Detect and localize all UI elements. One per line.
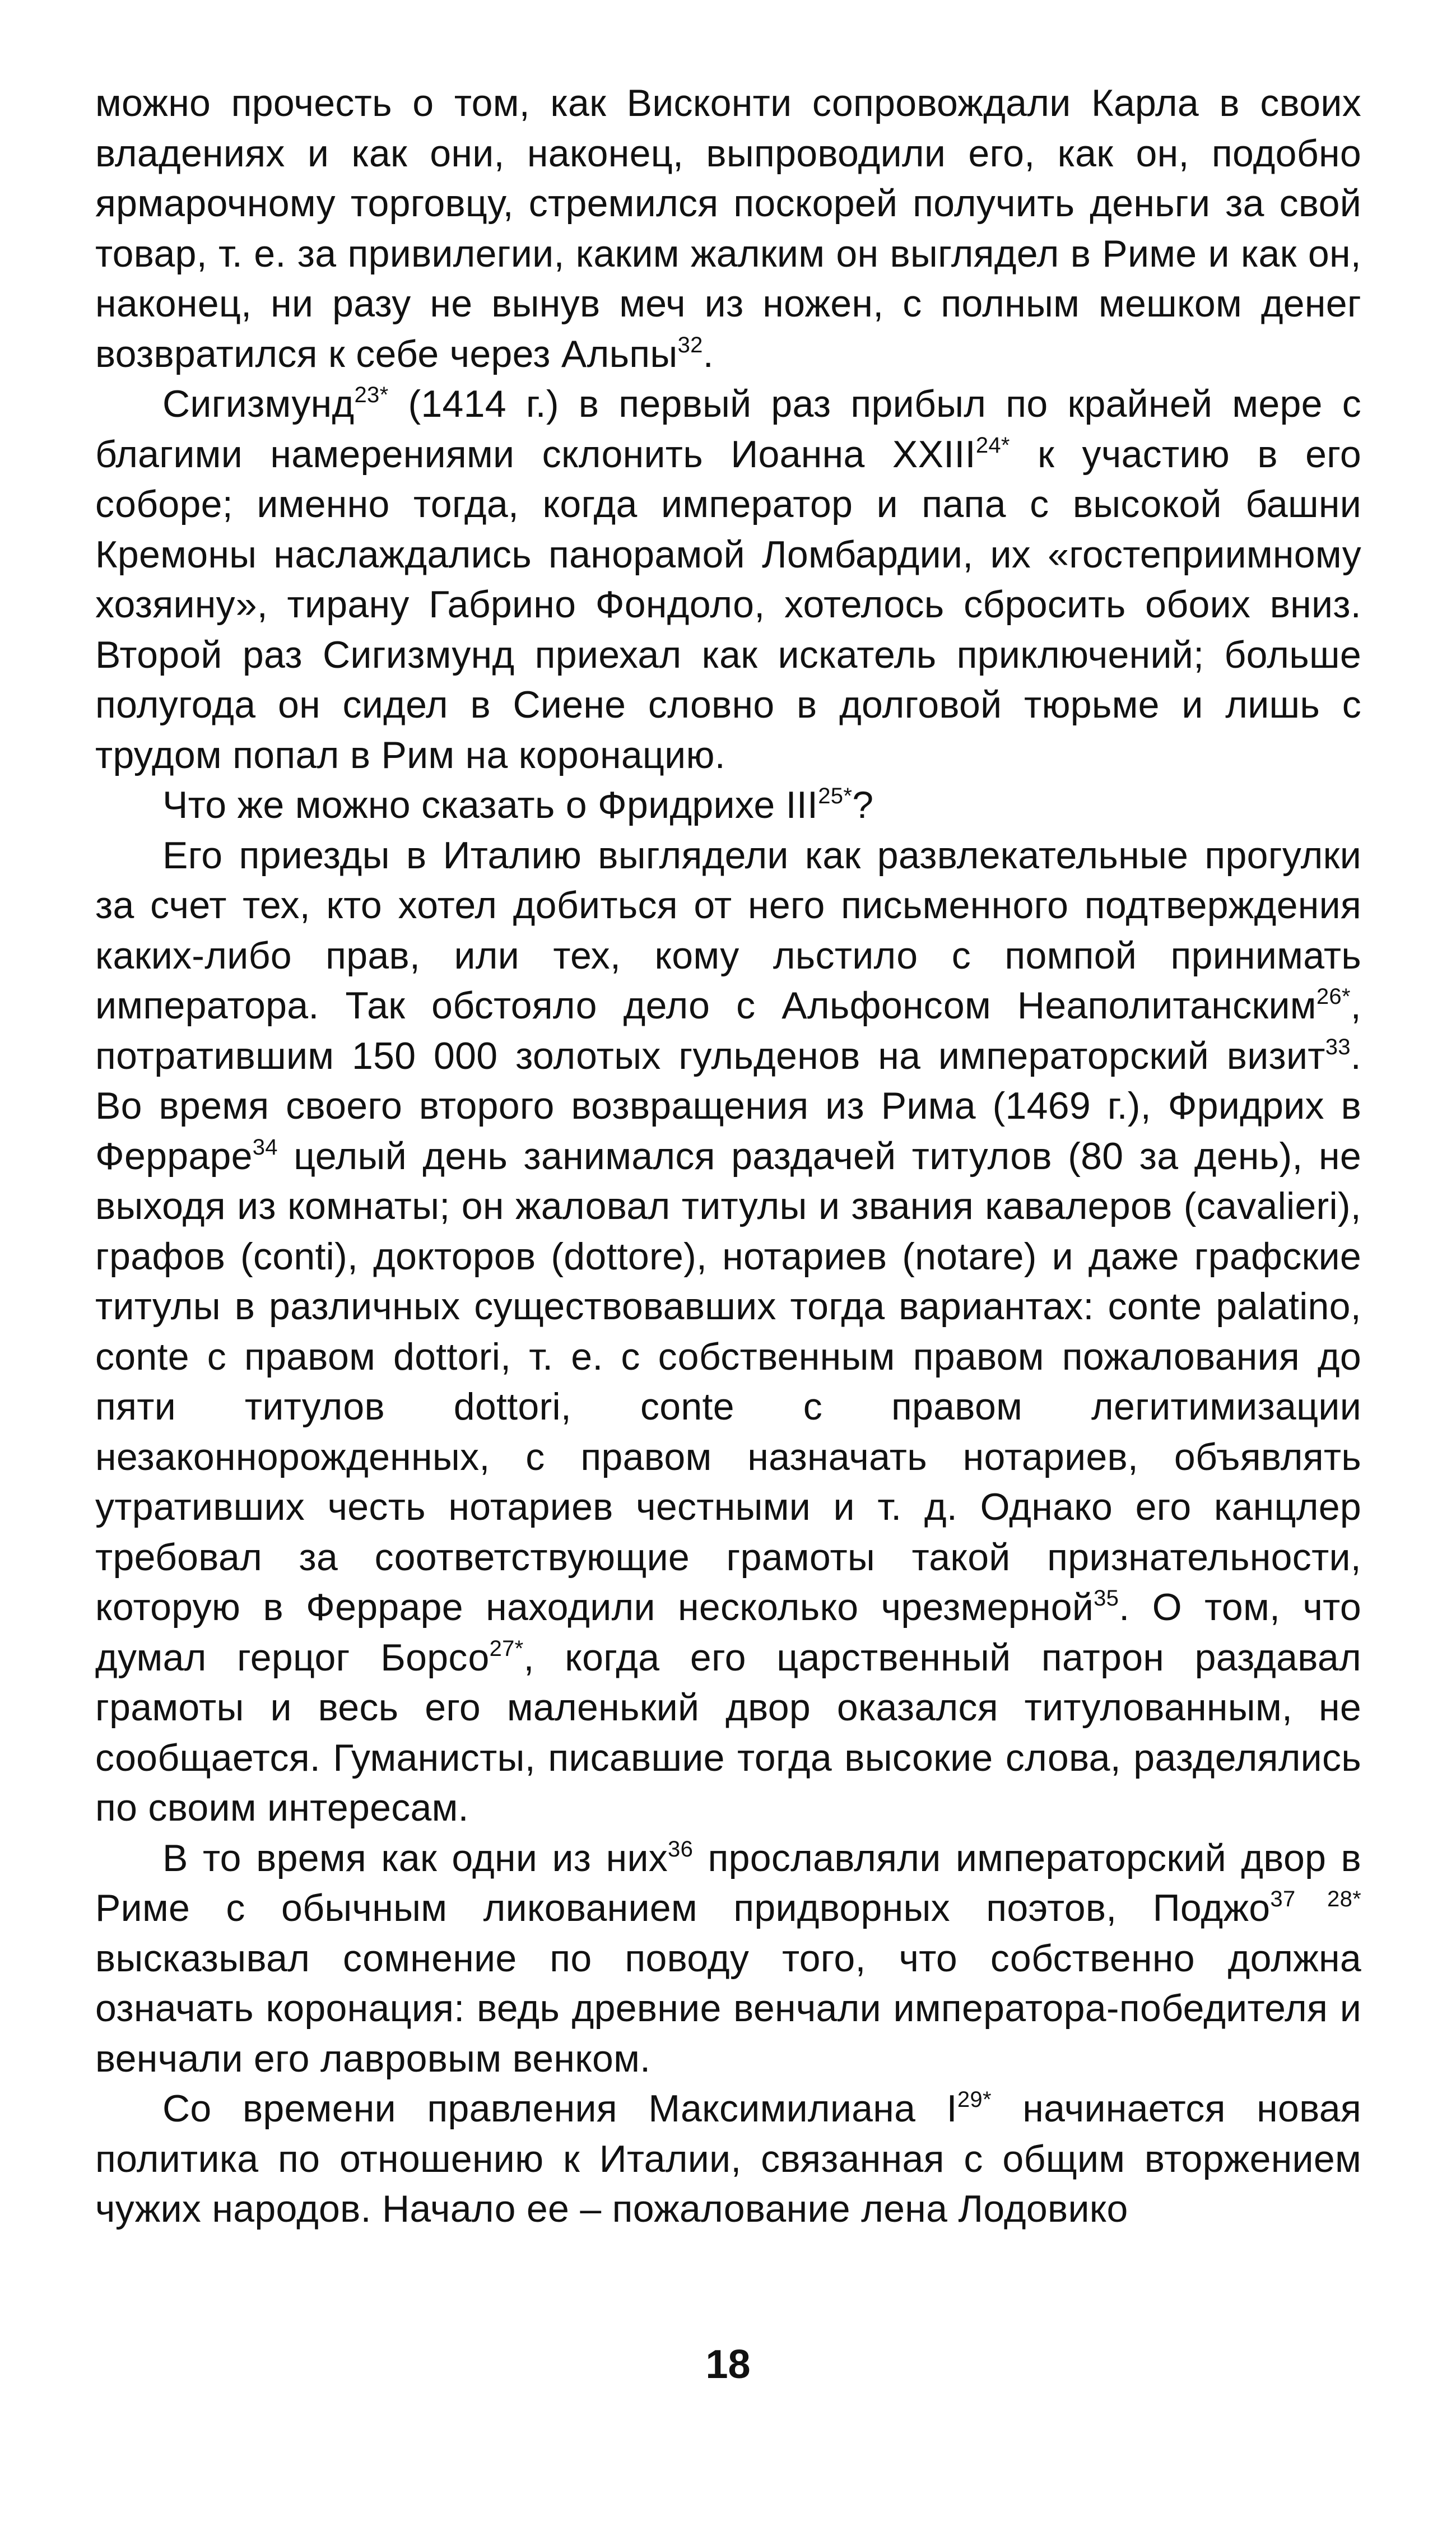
paragraph xyxy=(95,78,1361,379)
body-text xyxy=(95,78,1361,2235)
text-run: прославляли императорский двор в Риме с обычным ликованием придворных поэтов, Поджо xyxy=(95,1836,1361,1929)
text-run: Что же можно сказать о Фридрихе III xyxy=(162,784,818,826)
text-run: Сигизмунд xyxy=(162,383,355,425)
text-run: , потратившим 150 000 золотых гульденов на императорский визит xyxy=(95,984,1361,1077)
footnote-marker: 35 xyxy=(1094,1586,1119,1611)
footnote-marker: 23* xyxy=(354,383,389,407)
footnote-marker: 25* xyxy=(818,784,853,808)
text-run: . Во время своего второго возвращения из Рима (1469 г.), Фридрих в Ферраре xyxy=(95,1034,1361,1178)
footnote-marker: 36 xyxy=(668,1836,694,1862)
footnote-marker: 26* xyxy=(1316,984,1351,1009)
page-number: 18 xyxy=(705,2342,751,2387)
text-run: целый день занимался раздачей титулов (80 за день), не выходя из комнаты; он жаловал титулы и звания кавалеров (cavalieri), графов (conti), докторов (dottore), нотариев (notare) и даже графские титулы в различных существовавших тогда вариантах: conte palatino, conte с правом dottori, т. е. с собственным правом пожалования до пяти титулов dottori, conte с правом легитимизации незаконнорожденных, с правом назначать нотариев, объявлять утративших честь нотариев честными и т. д. Однако его канцлер требовал за соответствующие грамоты такой признательности, которую в Ферраре находили несколько чрезмерной xyxy=(95,1134,1361,1628)
footnote-marker: 33 xyxy=(1325,1034,1351,1059)
footnote-marker: 37 28* xyxy=(1270,1887,1361,1911)
text-run: высказывал сомнение по поводу того, что собственно должна означать коронация: ведь древние венчали императора-победителя и венчали его лавровым венком. xyxy=(95,1937,1361,2080)
paragraph xyxy=(95,379,1361,780)
text-run: . О том, что думал герцог Борсо xyxy=(95,1586,1361,1679)
paragraph xyxy=(95,2084,1361,2235)
text-run: . xyxy=(703,332,714,375)
text-run: ? xyxy=(852,784,874,826)
paragraph xyxy=(95,1834,1361,2084)
paragraph xyxy=(95,780,1361,831)
text-run: можно прочесть о том, как Висконти сопровождали Карла в своих владениях и как они, наконец, выпроводили его, как он, подобно ярмарочному торговцу, стремился поскорей получить деньги за свой товар, т. е. за привилегии, каким жалким он выглядел в Риме и как он, наконец, ни разу не вынув меч из ножен, с полным мешком денег возвратился к себе через Альпы xyxy=(95,82,1361,375)
paragraph xyxy=(95,831,1361,1834)
footnote-marker: 29* xyxy=(957,2087,992,2112)
text-run: начинается новая политика по отношению к Италии, связанная с общим вторжением чужих народов. Начало ее – пожалование лена Лодовико xyxy=(95,2087,1361,2230)
text-run: Его приезды в Италию выглядели как развлекательные прогулки за счет тех, кто хотел добиться от него письменного подтверждения каких-либо прав, или тех, кому льстило с помпой принимать императора. Так обстояло дело с Альфонсом Неаполитанским xyxy=(95,834,1361,1027)
footnote-marker: 34 xyxy=(252,1134,278,1160)
text-run: Со времени правления Максимилиана I xyxy=(162,2087,957,2130)
text-run: В то время как одни из них xyxy=(162,1836,668,1879)
text-run: (1414 г.) в первый раз прибыл по крайней мере с благими намерениями склонить Иоанна XXIII xyxy=(95,383,1361,476)
text-run: , когда его царственный патрон раздавал грамоты и весь его маленький двор оказался титулованным, не сообщается. Гуманисты, писавшие тогда высокие слова, разделялись по своим интересам. xyxy=(95,1636,1361,1829)
footnote-marker: 24* xyxy=(975,432,1010,458)
footnote-marker: 27* xyxy=(489,1636,524,1661)
text-run: к участию в его соборе; именно тогда, когда император и папа с высокой башни Кремоны наслаждались панорамой Ломбардии, их «гостеприимному хозяину», тирану Габрино Фондоло, хотелось сбросить обоих вниз. Второй раз Сигизмунд приехал как искатель приключений; больше полугода он сидел в Сиене словно в долговой тюрьме и лишь с трудом попал в Рим на коронацию. xyxy=(95,432,1361,776)
footnote-marker: 32 xyxy=(677,332,703,357)
